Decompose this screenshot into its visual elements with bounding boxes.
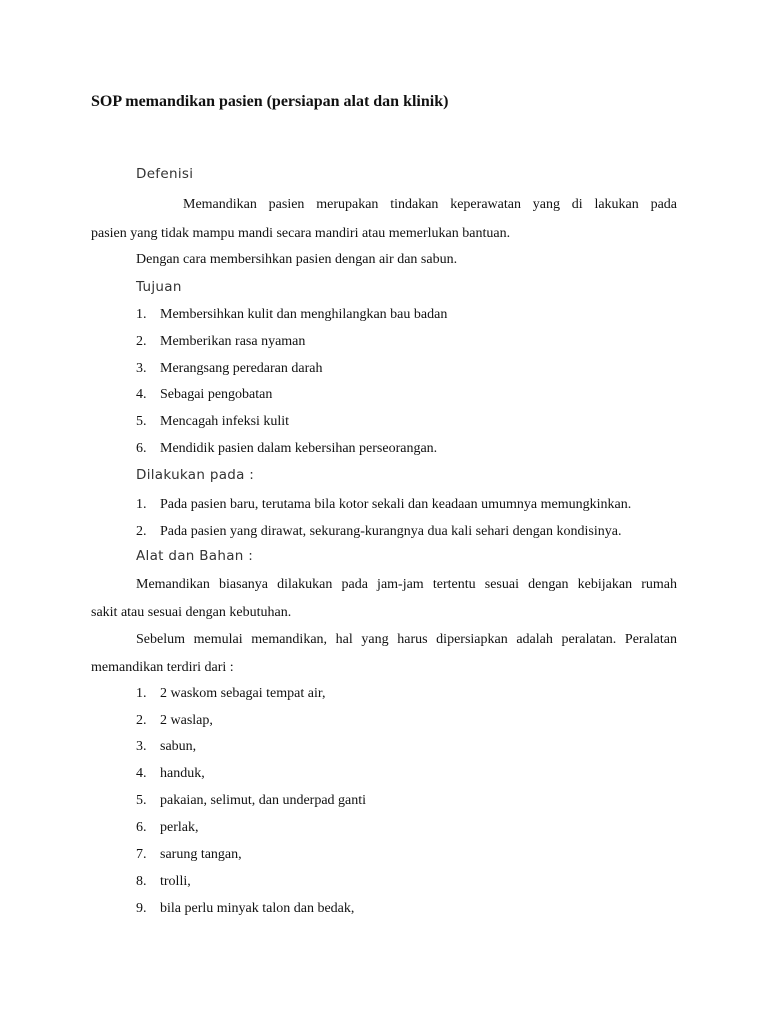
alat-paragraph1-line1: Memandikan biasanya dilakukan pada jam-jam tertentu sesuai dengan kebijakan rumah <box>136 577 677 592</box>
heading-defenisi: Defenisi <box>136 166 194 182</box>
heading-dilakukan-pada: Dilakukan pada : <box>136 467 255 483</box>
document-page: SOP memandikan pasien (persiapan alat dan klinik) Defenisi Memandikan pasien merupakan tindakan keperawatan yang di lakukan pada pasien yang tidak mampu mandi secara mandiri atau memerlukan bantuan. Dengan cara membersihkan pasien dengan air dan sabun. Tujuan 1. Membersihkan kulit dan menghilangkan bau badan 2. Memberikan rasa nyaman 3. Merangsang peredaran darah 4. Sebagai pengobatan 5. Mencagah infeksi kulit 6. Mendidik pasien dalam kebersihan perseorangan. Dilakukan pada : 1. Pada pasien baru, terutama bila kotor sekali dan keadaan umumnya memungkinkan. 2. Pada pasien yang dirawat, sekurang-kurangnya dua kali sehari dengan kondisinya. Alat dan Bahan : Memandikan biasanya dilakukan pada jam-jam tertentu sesuai dengan kebijakan rumah sakit atau sesuai dengan kebutuhan. Sebelum memulai memandikan, hal yang harus dipersiapkan adalah peralatan. Peralatan memandikan terdiri dari : 1. 2 waskom sebagai tempat air, 2. 2 waslap, 3. sabun, 4. handuk, 5. pakaian, selimut, dan underpad ganti 6. perlak, 7. sarung tangan, 8. trolli, 9. bila perlu minyak talon dan bedak, <box>91 93 677 916</box>
defenisi-paragraph-line1: Memandikan pasien merupakan tindakan keperawatan yang di lakukan pada <box>183 197 677 212</box>
heading-tujuan: Tujuan <box>136 279 182 295</box>
alat-paragraph1-line2: sakit atau sesuai dengan kebutuhan. <box>91 605 292 620</box>
defenisi-paragraph-line2: pasien yang tidak mampu mandi secara mandiri atau memerlukan bantuan. <box>91 226 511 241</box>
document-title: SOP memandikan pasien (persiapan alat dan klinik) <box>91 93 449 110</box>
alat-paragraph2-line2: memandikan terdiri dari : <box>91 660 234 675</box>
alat-paragraph2-line1: Sebelum memulai memandikan, hal yang harus dipersiapkan adalah peralatan. Peralatan <box>136 632 677 647</box>
heading-alat-dan-bahan: Alat dan Bahan : <box>136 548 254 564</box>
defenisi-paragraph2: Dengan cara membersihkan pasien dengan air dan sabun. <box>136 252 458 267</box>
